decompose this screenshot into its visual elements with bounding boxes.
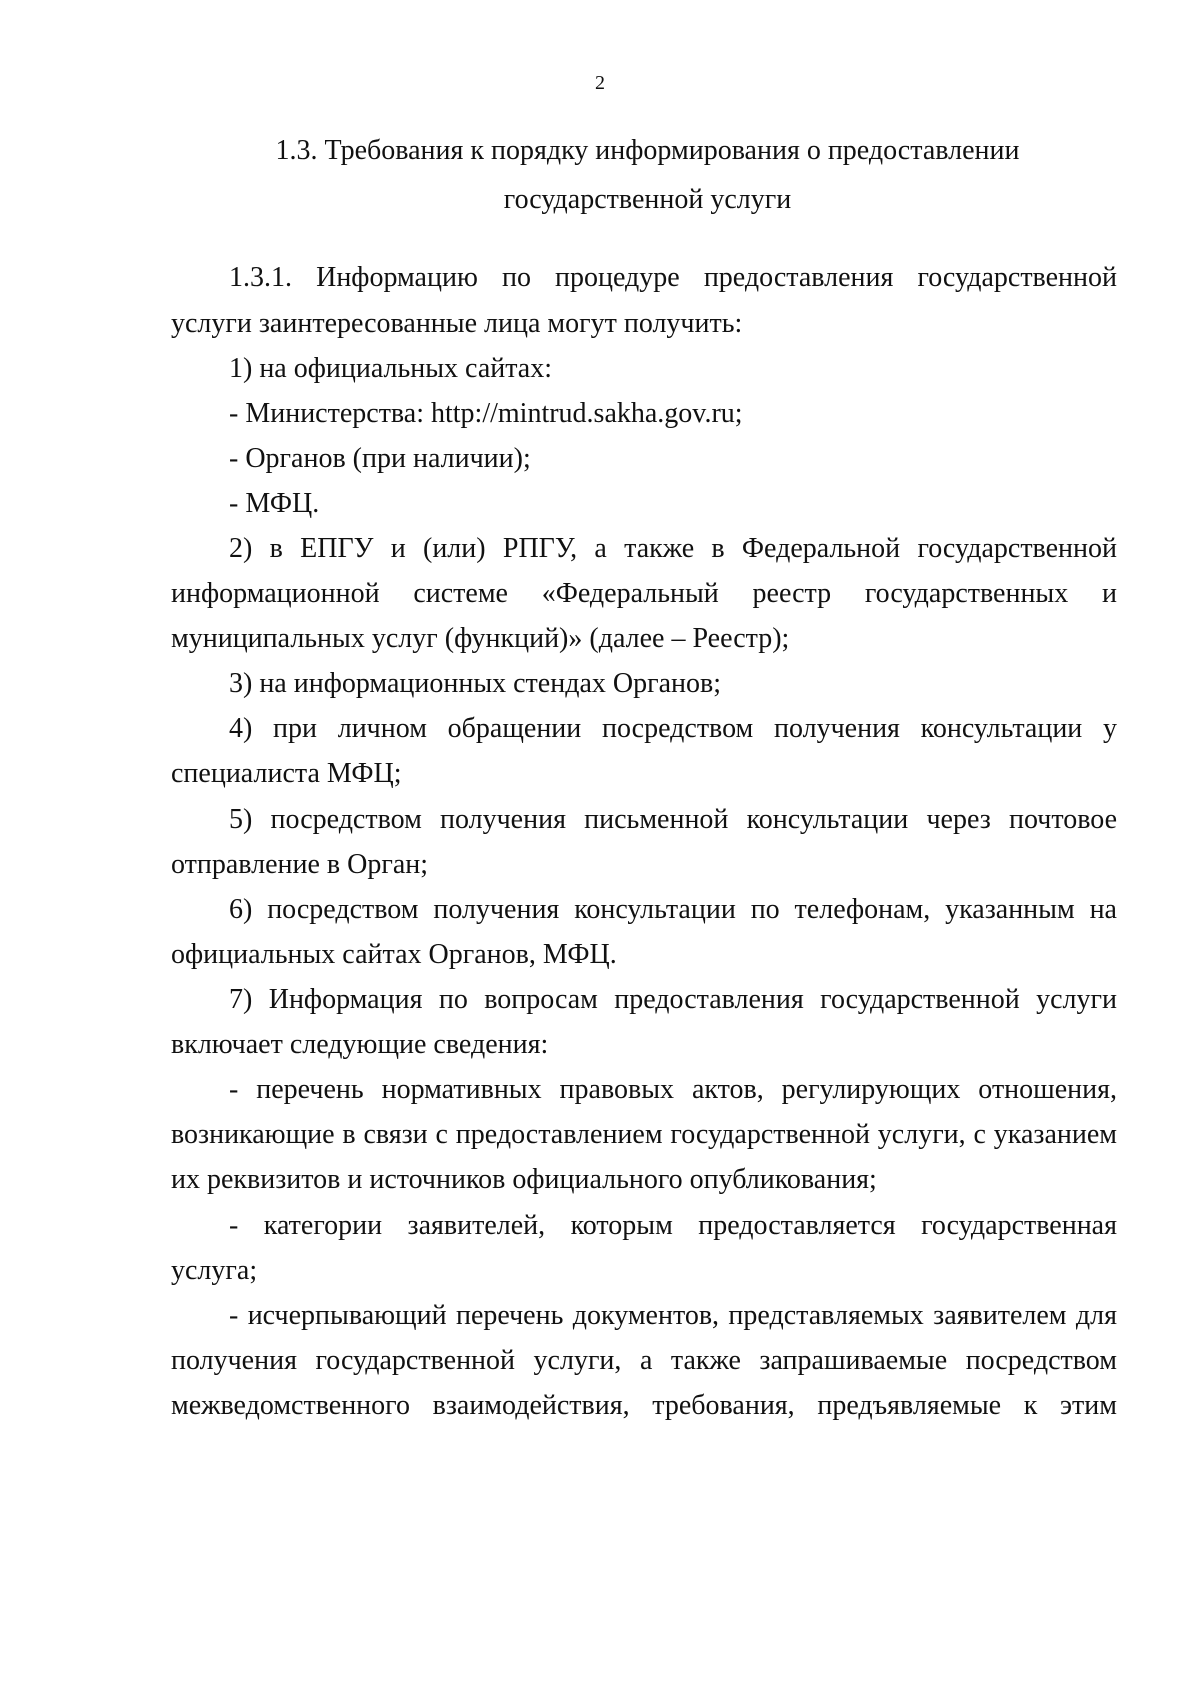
paragraph-line: - категории заявителей, которым предоставляется государственная [229,1210,1117,1241]
paragraph-line: 5) посредством получения письменной консультации через почтовое [229,804,1117,835]
paragraph-line: 7) Информация по вопросам предоставления государственной услуги [229,984,1117,1015]
paragraph-line: услуга; [171,1255,258,1286]
section-heading-line-2: государственной услуги [503,184,792,215]
list-item: - Министерства: http://mintrud.sakha.gov.ru; [229,398,743,429]
section-heading-line-1: 1.3. Требования к порядку информирования о предоставлении [275,135,1020,166]
paragraph-line: - исчерпывающий перечень документов, представляемых заявителем для [229,1300,1117,1331]
paragraph-line: специалиста МФЦ; [171,758,402,789]
paragraph-line: межведомственного взаимодействия, требования, предъявляемые к этим [171,1390,1117,1421]
paragraph-line: возникающие в связи с предоставлением государственной услуги, с указанием [171,1119,1117,1150]
paragraph-line: включает следующие сведения: [171,1029,549,1060]
paragraph-line: муниципальных услуг (функций)» (далее – Реестр); [171,623,790,654]
paragraph-line: 6) посредством получения консультации по телефонам, указанным на [229,894,1117,925]
paragraph-line: - перечень нормативных правовых актов, регулирующих отношения, [229,1074,1117,1105]
list-item: 3) на информационных стендах Органов; [229,668,721,699]
paragraph-line: 2) в ЕПГУ и (или) РПГУ, а также в Федеральной государственной [229,533,1117,564]
page-number: 2 [595,72,605,94]
list-item: - МФЦ. [229,488,320,519]
paragraph-line: 1.3.1. Информацию по процедуре предоставления государственной [229,262,1117,293]
paragraph-line: информационной системе «Федеральный реестр государственных и [171,578,1117,609]
paragraph-line: услуги заинтересованные лица могут получить: [171,308,743,339]
list-item: - Органов (при наличии); [229,443,531,474]
list-item: 1) на официальных сайтах: [229,353,553,384]
paragraph-line: отправление в Орган; [171,849,429,880]
paragraph-line: 4) при личном обращении посредством получения консультации у [229,713,1117,744]
paragraph-line: официальных сайтах Органов, МФЦ. [171,939,617,970]
paragraph-line: их реквизитов и источников официального опубликования; [171,1164,877,1195]
paragraph-line: получения государственной услуги, а также запрашиваемые посредством [171,1345,1117,1376]
